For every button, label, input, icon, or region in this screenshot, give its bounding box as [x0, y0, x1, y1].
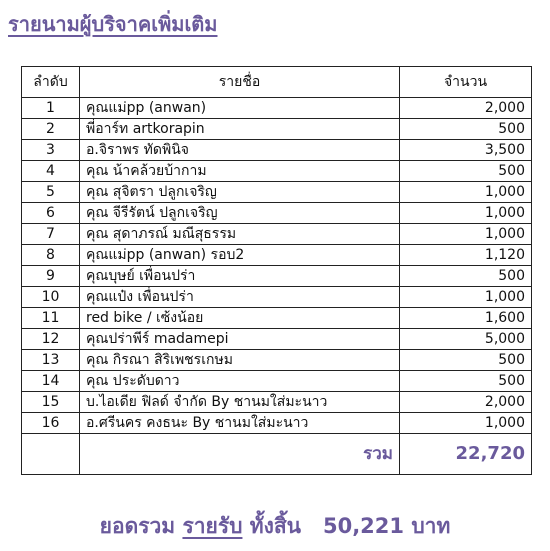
row-number: 1: [22, 98, 80, 119]
table-row: [22, 182, 532, 203]
row-number: 5: [22, 182, 80, 203]
row-number: 13: [22, 350, 80, 371]
donor-name: คุณบุษย์ เพื่อนปร่า: [80, 266, 400, 287]
donor-name: พี่อาร์ท artkorapin: [80, 119, 400, 140]
donor-name: บ.ไอเดีย ฟิลด์ จำกัด By ชานมใส่มะนาว: [80, 392, 400, 413]
donor-name: คุณแป๋ง เพื่อนปร่า: [80, 287, 400, 308]
row-number: 8: [22, 245, 80, 266]
donor-name: คุณ สุจิตรา ปลูกเจริญ: [80, 182, 400, 203]
table-row: [22, 287, 532, 308]
donor-name: คุณ ประดับดาว: [80, 371, 400, 392]
table-row: [22, 392, 532, 413]
donor-name: red bike / เซ้งน้อย: [80, 308, 400, 329]
table-row: [22, 161, 532, 182]
total-value: 22,720: [400, 434, 532, 475]
donor-name: คุณ กิรณา สิริเพชรเกษม: [80, 350, 400, 371]
row-number: 3: [22, 140, 80, 161]
donor-name: คุณ น้าคล้วยบ้ากาม: [80, 161, 400, 182]
row-number: 4: [22, 161, 80, 182]
donation-amount: 5,000: [400, 329, 532, 350]
grand-total-amount: 50,221: [322, 514, 405, 538]
table-row: [22, 266, 532, 287]
donation-amount: 1,120: [400, 245, 532, 266]
table-row: [22, 350, 532, 371]
donation-amount: 500: [400, 266, 532, 287]
donor-name: คุณปร่าพีร์ madamepi: [80, 329, 400, 350]
grand-total-prefix: ยอดรวม: [99, 514, 176, 538]
table-row: [22, 245, 532, 266]
donation-amount: 500: [400, 119, 532, 140]
row-number: 2: [22, 119, 80, 140]
total-label: รวม: [80, 434, 400, 475]
table-row: [22, 140, 532, 161]
donor-name: คุณ สุดาภรณ์ มณีสุธรรม: [80, 224, 400, 245]
table-row: [22, 308, 532, 329]
donation-amount: 500: [400, 161, 532, 182]
row-number: 12: [22, 329, 80, 350]
row-number: 7: [22, 224, 80, 245]
donation-amount: 1,000: [400, 224, 532, 245]
grand-total: [0, 510, 550, 543]
donation-amount: 1,000: [400, 413, 532, 434]
header-amount: จำนวน: [400, 67, 532, 98]
total-row: [22, 434, 532, 475]
row-number: 9: [22, 266, 80, 287]
donation-amount: 2,000: [400, 392, 532, 413]
row-number: 15: [22, 392, 80, 413]
donation-amount: 2,000: [400, 98, 532, 119]
donor-name: คุณแม่pp (anwan): [80, 98, 400, 119]
donor-name: อ.ศรีนคร คงธนะ By ชานมใส่มะนาว: [80, 413, 400, 434]
header-name: รายชื่อ: [80, 67, 400, 98]
donor-name: คุณแม่pp (anwan) รอบ2: [80, 245, 400, 266]
donation-amount: 3,500: [400, 140, 532, 161]
donation-amount: 1,600: [400, 308, 532, 329]
donors-table: [21, 66, 532, 475]
table-header-row: [22, 67, 532, 98]
page-title: รายนามผู้บริจาคเพิ่มเติม: [8, 12, 218, 36]
table-row: [22, 371, 532, 392]
total-empty-cell: [22, 434, 80, 475]
donation-amount: 1,000: [400, 203, 532, 224]
row-number: 14: [22, 371, 80, 392]
table-row: [22, 119, 532, 140]
grand-total-income: รายรับ: [182, 514, 243, 538]
donor-name: คุณ จีรีรัตน์ ปลูกเจริญ: [80, 203, 400, 224]
donation-amount: 500: [400, 350, 532, 371]
table-row: [22, 203, 532, 224]
donor-name: อ.จิราพร ทัดพินิจ: [80, 140, 400, 161]
table-row: [22, 224, 532, 245]
header-order: ลำดับ: [22, 67, 80, 98]
donation-amount: 1,000: [400, 287, 532, 308]
table-body: [22, 98, 532, 434]
donation-amount: 1,000: [400, 182, 532, 203]
row-number: 6: [22, 203, 80, 224]
row-number: 16: [22, 413, 80, 434]
table-row: [22, 413, 532, 434]
donation-amount: 500: [400, 371, 532, 392]
grand-total-unit: บาท: [411, 514, 451, 538]
table-row: [22, 329, 532, 350]
row-number: 11: [22, 308, 80, 329]
row-number: 10: [22, 287, 80, 308]
table-row: [22, 98, 532, 119]
grand-total-suffix: ทั้งสิ้น: [249, 514, 302, 538]
